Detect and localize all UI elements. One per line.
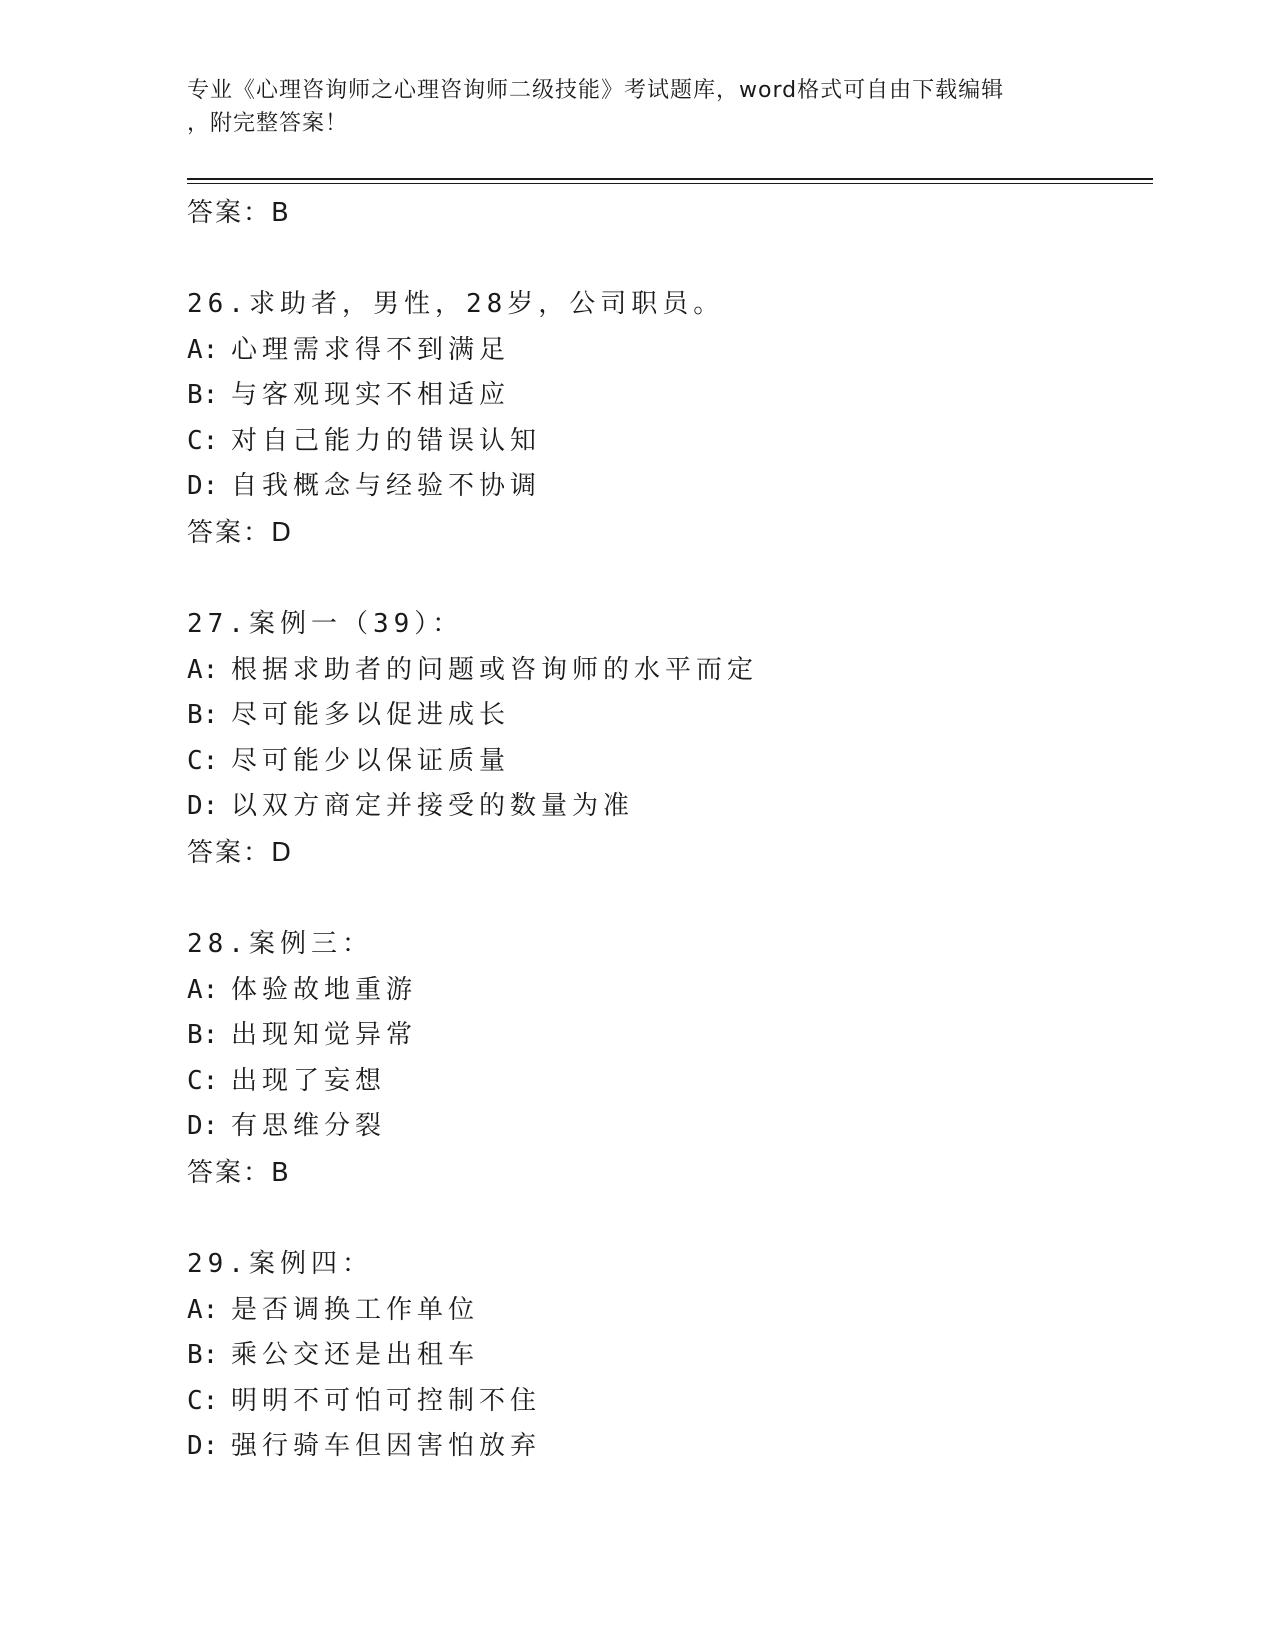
option-text: 心理需求得不到满足 xyxy=(231,334,511,365)
option-text: 自我概念与经验不协调 xyxy=(231,471,542,502)
option-b xyxy=(187,1333,1127,1379)
question-answer: 答案：D xyxy=(187,517,294,548)
question-29 xyxy=(187,1242,1127,1470)
option-letter: D: xyxy=(187,1111,219,1142)
option-b xyxy=(187,373,1127,419)
option-letter: B: xyxy=(187,700,219,731)
option-text: 对自己能力的错误认知 xyxy=(231,425,542,456)
answer-value: B xyxy=(271,198,291,228)
question-stem: 28.案例三： xyxy=(187,928,373,959)
header-line-1: 专业《心理咨询师之心理咨询师二级技能》考试题库，word格式可自由下载编辑 xyxy=(187,78,1005,103)
option-d xyxy=(187,464,1127,510)
question-answer: 答案：B xyxy=(187,1157,291,1188)
option-c xyxy=(187,1059,1127,1105)
option-letter: C: xyxy=(187,425,219,456)
option-text: 根据求助者的问题或咨询师的水平而定 xyxy=(231,654,759,685)
option-letter: B: xyxy=(187,1340,219,1371)
option-letter: A: xyxy=(187,654,219,685)
option-b xyxy=(187,693,1127,739)
option-letter: A: xyxy=(187,974,219,1005)
question-answer: 答案：D xyxy=(187,837,294,868)
option-text: 是否调换工作单位 xyxy=(231,1294,480,1325)
option-text: 尽可能少以保证质量 xyxy=(231,745,511,776)
previous-answer xyxy=(187,190,1127,236)
header-divider-thin xyxy=(187,183,1153,184)
option-letter: C: xyxy=(187,1385,219,1416)
option-letter: B: xyxy=(187,380,219,411)
question-stem: 29.案例四： xyxy=(187,1248,373,1279)
option-text: 强行骑车但因害怕放弃 xyxy=(231,1431,542,1462)
question-27 xyxy=(187,602,1127,876)
option-letter: B: xyxy=(187,1020,219,1051)
option-text: 明明不可怕可控制不住 xyxy=(231,1385,542,1416)
question-stem: 27.案例一（39）： xyxy=(187,608,464,639)
option-a xyxy=(187,968,1127,1014)
question-28 xyxy=(187,922,1127,1196)
option-c xyxy=(187,419,1127,465)
option-c xyxy=(187,1379,1127,1425)
option-letter: C: xyxy=(187,1065,219,1096)
option-text: 体验故地重游 xyxy=(231,974,418,1005)
option-letter: C: xyxy=(187,745,219,776)
option-letter: A: xyxy=(187,1294,219,1325)
option-letter: A: xyxy=(187,334,219,365)
option-text: 以双方商定并接受的数量为准 xyxy=(231,791,635,822)
option-d xyxy=(187,1104,1127,1150)
option-text: 尽可能多以促进成长 xyxy=(231,700,511,731)
option-a xyxy=(187,328,1127,374)
option-letter: D: xyxy=(187,471,219,502)
answer-prefix: 答案： xyxy=(187,198,272,228)
option-a xyxy=(187,648,1127,694)
option-b xyxy=(187,1013,1127,1059)
option-d xyxy=(187,1424,1127,1470)
option-d xyxy=(187,784,1127,830)
question-stem: 26.求助者，男性，28岁，公司职员。 xyxy=(187,289,725,319)
option-text: 与客观现实不相适应 xyxy=(231,380,511,411)
option-c xyxy=(187,739,1127,785)
question-list xyxy=(187,190,1127,1470)
option-letter: D: xyxy=(187,791,219,822)
option-text: 出现了妄想 xyxy=(231,1065,387,1096)
option-text: 有思维分裂 xyxy=(231,1111,387,1142)
option-text: 出现知觉异常 xyxy=(231,1020,418,1051)
option-letter: D: xyxy=(187,1431,219,1462)
option-text: 乘公交还是出租车 xyxy=(231,1340,480,1371)
option-a xyxy=(187,1288,1127,1334)
question-26 xyxy=(187,282,1127,556)
document-header xyxy=(187,74,1067,140)
header-divider-thick xyxy=(187,178,1153,180)
header-line-2: ，附完整答案！ xyxy=(187,111,349,136)
